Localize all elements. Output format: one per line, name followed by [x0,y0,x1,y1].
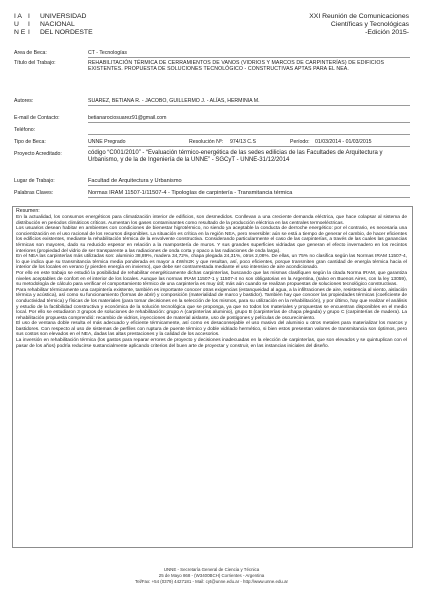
resumen-paragraph: El uso de ventana doble resulta el más adecuado y eficiente térmicamente, así como es desaconsejable el uso masivo del aluminio u otros metales para materializar los marcos y bastidores. Con respecto al uso de sistemas de perfiles con ruptura de puente térmico y doble vidriado hermético, si bien estos presentan valores de transmitancia son óptimos, pero sus costos son elevados en el NEA, dadas las altas prestaciones y la calidad de los accesorios. [16,321,407,338]
periodo-label: Período: [290,139,310,145]
titulo-value: REHABILITACIÓN TÉRMICA DE CERRAMIENTOS DE VANOS (VIDRIOS Y MARCOS DE CARPINTERÍAS) DE EDIFICIOS EXISTENTES. PROPUESTA DE SOLUCIONES TECNOLÓGICO - CONSTRUCTIVAS APTAS PARA EL NEA. [88,60,385,73]
logo-divider: I [28,13,30,20]
header-left-line [14,29,93,37]
tipo-label: Tipo de Beca: [14,139,46,145]
tipo-value: UNNE Pregrado [88,139,126,145]
proyecto-label: Proyecto Acreditado: [14,151,62,157]
resumen-paragraph: Para rehabilitar térmicamente una carpintería existente, también es importante conocer otras exigencias (estanqueidad al agua, a la infiltraciones de aire, resistencia al viento, aislación térmica y acústica), así como su funcionamiento (formas de abrir) y composición (materialidad de marco y bastidor). También hay que conocer las propiedades térmicas (coeficiente de conductividad térmica) y físicas de los materiales (para tomar decisiones en la selección de los mismos, para su utilización en la rehabilitación), y por último, hay que realizar el análisis y estudio de la factibilidad constructiva y económica de la solución tecnológica que se proponga, ya que no todos los materiales y propuestas se encuentran disponibles en el medio local. Por ello se estudiaron 3 grupos de soluciones de rehabilitación: grupo A (carpinterías aluminio), grupo B (carpinterías de chapa plegada) y grupo C (carpinterías de madera). La rehabilitación propuesta comprendió: recambio de vidrios, inyecciones de material aislante, uso de postigones y películas de oscurecimiento. [16,287,407,321]
resumen-title: Resumen: [16,208,40,214]
email-label: E-mail de Contacto: [14,115,60,121]
autores-value: SUAREZ, BETIANA R. - JACOBO, GUILLERMO J. - ALÍAS, HERMINIA M. [88,98,260,104]
event-title-line: Científicas y Tecnológicas [330,21,409,28]
resumen-paragraph: La inversión en rehabilitación térmica (los gastos para reparar errores de proyecto y decisiones inadecuadas en la elección de carpinterías, que son elevados y se quintuplican con el pasar de los años) podría reducirse sustancialmente aplicando criterios del buen arte de proyectar y construir, en las instancias iniciales del diseño. [16,338,407,349]
event-title-line: XXI Reunión de Comunicaciones [309,13,409,20]
tipo-underline [88,146,410,147]
resolucion-value: 974/13 C.S [230,139,256,145]
lugar-underline [88,185,410,186]
resumen-paragraph: En la actualidad, los consumos energéticos para climatización interior de edificios, son desmedidos. Conllevan a una creciente demanda eléctrica, que hace colapsar al sistema de distribución en periodos climáticos críticos. Aumentan los gases contaminantes como resultado de la producción eléctrica en las centrales termoeléctricas. [16,215,407,226]
telefono-label: Teléfono: [14,127,36,133]
university-word: NACIONAL [40,21,75,28]
logo-letters: N E [14,29,26,36]
resumen-paragraph: Los usuarios desean habitar en ambientes con condiciones de bienestar higrotérmico, no siendo ya aceptable la conducta de derroche energético: por el contrario, es necesaria una concientización en el uso racional de los recursos disponibles. La situación es crítica en la región NEA, pero reversible: aún se está a tiempo de generar el cambio, de hacer eficientes los edificios existentes, mediante la rehabilitación térmica de la envolvente constructiva. Considerando particularmente el caso de las carpinterías, a través de las cuales las ganancias térmicas son mayores, dado su reducido espesor en relación a la mampostería de muros. Y sus grandes superficies vidriadas que generan el efecto invernadero en los recintos interiores (propiedad del vidrio de ser transparente a las radiaciones de onda corta y opaco a las radiaciones de onda larga). [16,226,407,254]
palabras-label: Palabras Claves: [14,190,54,196]
university-word: UNIVERSIDAD [40,13,87,20]
autores-label: Autores: [14,98,34,104]
proyecto-value: código “C001/2010” - “Evaluación térmico-energética de las sedes edilicias de las Facultades de Arquitectura y Urbanismo, y de la de Ingeniería de la UNNE” - SGCyT - UNNE-31/12/2014 [88,150,383,163]
area-value: CT - Tecnologías [88,50,128,56]
palabras-value: Normas IRAM 11507-1/11507-4 - Tipologías de carpintería - Transmitancia térmica [88,190,293,196]
event-edition: -Edición 2015- [365,29,409,36]
resumen-paragraph: Por ello en este trabajo se estudió la posibilidad de rehabilitar energéticamente dichas carpinterías, buscando que las mismas clasifiquen según la citada Norma IRAM, que garantiza niveles aceptables de confort en el interior de los locales. Aunque las normas IRAM 11507-1 y 11507-4 no son obligatorias en la Argentina, (salvo en Buenos Aires, con la ley 13059), su metodología de cálculo para verificar el comportamiento térmico de una carpintería es muy útil; más aún cuando se realizan propuestas de soluciones tecnológico constructivas. [16,270,407,288]
logo-letters: I A [14,13,22,20]
email-underline [88,122,410,123]
autores-underline [88,105,410,106]
lugar-label: Lugar de Trabajo: [14,178,55,184]
resumen-text [16,215,407,349]
logo-letters: U [14,21,19,28]
event-title [249,13,409,37]
periodo-value: 01/03/2014 - 01/03/2015 [315,139,372,145]
resolucion-label: Resolución Nº: [189,139,224,145]
telefono-underline [88,134,410,135]
footer-line: 25 de Mayo 868 - (W3400BCH) Corrientes - Argentina [158,573,265,578]
header-left-line [14,13,93,21]
logo-divider: I [28,29,30,36]
footer-line: Tel/Fax: +54 (0379) 4427181 - Mail: cyt@unne.edu.ar - http://www.unne.edu.ar [135,579,288,584]
footer-line: UNNE - Secretaría General de Ciencia y Técnica [163,567,260,572]
university-word: DEL NORDESTE [40,29,93,36]
area-underline [88,57,410,58]
email-value: betianarociosuarez91@gmail.com [88,115,167,121]
header-left-line [14,21,93,29]
area-label: Area de Beca: [14,50,47,56]
logo-divider: I [28,21,30,28]
palabras-underline [88,197,410,198]
lugar-value: Facultad de Arquitectura y Urbanismo [88,178,182,184]
university-logo-text [14,13,93,37]
resumen-paragraph: En el NEA las carpinterías más utilizadas son: aluminio 38,89%, madera 34,72%, chapa plegada 24,31%, otros 2,08%. De ellas, un 75% no clasifica según las Normas IRAM 11507-4, lo que indica que su transmitancia térmica media ponderada es mayor a 4W/m2K y que resultan, así, poco eficientes, porque transmiten gran cantidad de energía térmica hacia el interior de los locales en verano (y pierden energía en invierno), que debe ser contrarrestada mediante el uso intensivo de aire acondicionado. [16,254,407,271]
titulo-label: Título del Trabajo: [14,60,56,66]
